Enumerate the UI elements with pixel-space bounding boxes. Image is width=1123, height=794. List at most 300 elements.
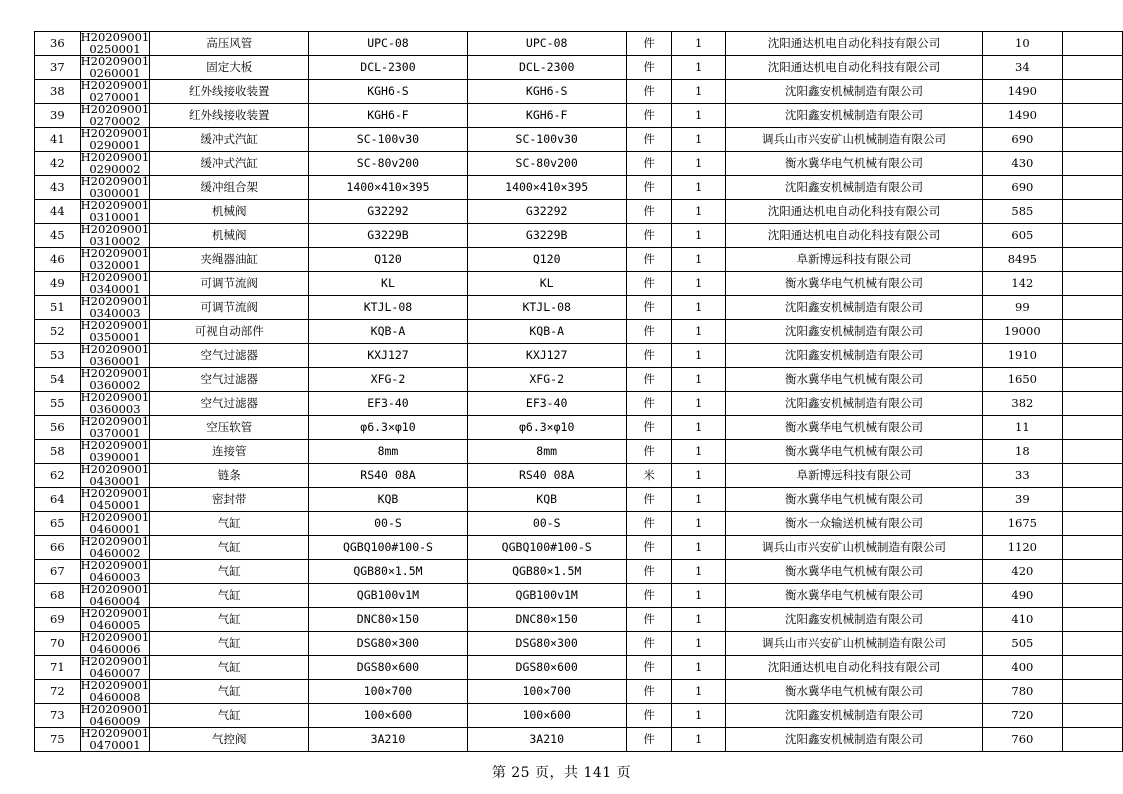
supplier-name: 调兵山市兴安矿山机械制造有限公司 [725, 128, 982, 152]
table-row [35, 728, 1123, 752]
material-code-part1: H20209001 [80, 415, 150, 428]
row-number: 39 [35, 104, 81, 128]
material-code-part1: H20209001 [80, 223, 150, 236]
material-code-part1: H20209001 [80, 703, 150, 716]
unit-price: 382 [983, 392, 1063, 416]
item-quantity: 1 [672, 680, 725, 704]
item-spec: QGBQ100#100-S [467, 536, 626, 560]
material-code-part2: 0270002 [89, 113, 141, 128]
material-code [80, 80, 150, 104]
item-model: DGS80×600 [309, 656, 467, 680]
supplier-name: 衡水冀华电气机械有限公司 [725, 680, 982, 704]
row-number: 55 [35, 392, 81, 416]
material-code-part1: H20209001 [80, 175, 150, 188]
item-model: KGH6-S [309, 80, 467, 104]
row-number: 36 [35, 32, 81, 56]
item-quantity: 1 [672, 392, 725, 416]
item-spec: SC-80v200 [467, 152, 626, 176]
item-unit: 件 [626, 440, 672, 464]
item-model: G32292 [309, 200, 467, 224]
material-code-part1: H20209001 [80, 391, 150, 404]
remark-cell [1062, 584, 1122, 608]
supplier-name: 衡水冀华电气机械有限公司 [725, 560, 982, 584]
row-number: 42 [35, 152, 81, 176]
table-row [35, 32, 1123, 56]
item-spec: QGB100v1M [467, 584, 626, 608]
item-spec: QGB80×1.5M [467, 560, 626, 584]
remark-cell [1062, 32, 1122, 56]
material-code [80, 584, 150, 608]
item-model: XFG-2 [309, 368, 467, 392]
item-unit: 件 [626, 368, 672, 392]
unit-price: 10 [983, 32, 1063, 56]
item-name: 缓冲组合架 [150, 176, 309, 200]
row-number: 45 [35, 224, 81, 248]
supplier-name: 调兵山市兴安矿山机械制造有限公司 [725, 536, 982, 560]
page-footer: 第 25 页，共 141 页 [491, 765, 632, 781]
material-code [80, 440, 150, 464]
item-unit: 件 [626, 632, 672, 656]
item-name: 密封带 [150, 488, 309, 512]
row-number: 70 [35, 632, 81, 656]
row-number: 64 [35, 488, 81, 512]
item-spec: 3A210 [467, 728, 626, 752]
supplier-name: 衡水冀华电气机械有限公司 [725, 488, 982, 512]
row-number: 69 [35, 608, 81, 632]
item-spec: KTJL-08 [467, 296, 626, 320]
material-code-part1: H20209001 [80, 679, 150, 692]
unit-price: 720 [983, 704, 1063, 728]
item-quantity: 1 [672, 632, 725, 656]
table-row [35, 608, 1123, 632]
remark-cell [1062, 176, 1122, 200]
material-code-part2: 0290001 [89, 137, 141, 152]
item-unit: 件 [626, 392, 672, 416]
unit-price: 99 [983, 296, 1063, 320]
item-unit: 件 [626, 512, 672, 536]
material-code [80, 32, 150, 56]
remark-cell [1062, 272, 1122, 296]
item-name: 空气过滤器 [150, 368, 309, 392]
row-number: 41 [35, 128, 81, 152]
item-name: 气缸 [150, 656, 309, 680]
item-name: 固定大板 [150, 56, 309, 80]
unit-price: 8495 [983, 248, 1063, 272]
item-spec: SC-100v30 [467, 128, 626, 152]
item-model: KL [309, 272, 467, 296]
material-code-part1: H20209001 [80, 343, 150, 356]
row-number: 44 [35, 200, 81, 224]
material-code-part2: 0360002 [89, 377, 141, 392]
remark-cell [1062, 200, 1122, 224]
item-model: KGH6-F [309, 104, 467, 128]
remark-cell [1062, 248, 1122, 272]
remark-cell [1062, 368, 1122, 392]
material-code [80, 224, 150, 248]
table-row [35, 344, 1123, 368]
item-spec: DCL-2300 [467, 56, 626, 80]
remark-cell [1062, 392, 1122, 416]
item-name: 红外线接收装置 [150, 104, 309, 128]
supplier-name: 衡水冀华电气机械有限公司 [725, 152, 982, 176]
unit-price: 19000 [983, 320, 1063, 344]
material-code-part1: H20209001 [80, 319, 150, 332]
unit-price: 39 [983, 488, 1063, 512]
material-code [80, 296, 150, 320]
material-code [80, 200, 150, 224]
material-code-part1: H20209001 [80, 295, 150, 308]
unit-price: 1910 [983, 344, 1063, 368]
row-number: 53 [35, 344, 81, 368]
item-unit: 件 [626, 128, 672, 152]
item-name: 空气过滤器 [150, 392, 309, 416]
table-row [35, 464, 1123, 488]
item-name: 可调节流阀 [150, 272, 309, 296]
item-spec: KQB [467, 488, 626, 512]
remark-cell [1062, 704, 1122, 728]
supplier-name: 沈阳通达机电自动化科技有限公司 [725, 224, 982, 248]
row-number: 46 [35, 248, 81, 272]
item-model: φ6.3×φ10 [309, 416, 467, 440]
item-unit: 件 [626, 704, 672, 728]
material-code [80, 416, 150, 440]
material-code-part2: 0460009 [89, 713, 141, 728]
material-code-part1: H20209001 [80, 727, 150, 740]
item-name: 高压风管 [150, 32, 309, 56]
table-row [35, 320, 1123, 344]
remark-cell [1062, 632, 1122, 656]
item-model: DNC80×150 [309, 608, 467, 632]
row-number: 43 [35, 176, 81, 200]
item-unit: 件 [626, 248, 672, 272]
item-name: 空气过滤器 [150, 344, 309, 368]
supplier-name: 调兵山市兴安矿山机械制造有限公司 [725, 632, 982, 656]
item-name: 气缸 [150, 704, 309, 728]
material-code-part1: H20209001 [80, 631, 150, 644]
row-number: 54 [35, 368, 81, 392]
unit-price: 400 [983, 656, 1063, 680]
item-unit: 件 [626, 200, 672, 224]
item-quantity: 1 [672, 152, 725, 176]
row-number: 68 [35, 584, 81, 608]
item-model: 1400×410×395 [309, 176, 467, 200]
material-code-part1: H20209001 [80, 79, 150, 92]
material-code-part1: H20209001 [80, 439, 150, 452]
item-quantity: 1 [672, 128, 725, 152]
item-model: 3A210 [309, 728, 467, 752]
item-spec: KGH6-S [467, 80, 626, 104]
supplier-name: 衡水冀华电气机械有限公司 [725, 440, 982, 464]
item-name: 气缸 [150, 536, 309, 560]
item-name: 气缸 [150, 680, 309, 704]
material-code-part1: H20209001 [80, 199, 150, 212]
material-code [80, 728, 150, 752]
item-name: 缓冲式汽缸 [150, 128, 309, 152]
row-number: 56 [35, 416, 81, 440]
remark-cell [1062, 536, 1122, 560]
item-name: 链条 [150, 464, 309, 488]
row-number: 67 [35, 560, 81, 584]
material-code-part2: 0260001 [89, 65, 141, 80]
item-name: 可视自动部件 [150, 320, 309, 344]
table-row [35, 368, 1123, 392]
item-unit: 件 [626, 32, 672, 56]
material-code [80, 248, 150, 272]
item-quantity: 1 [672, 32, 725, 56]
remark-cell [1062, 320, 1122, 344]
item-unit: 米 [626, 464, 672, 488]
supplier-name: 衡水冀华电气机械有限公司 [725, 272, 982, 296]
item-model: 8mm [309, 440, 467, 464]
item-unit: 件 [626, 416, 672, 440]
remark-cell [1062, 656, 1122, 680]
supplier-name: 沈阳鑫安机械制造有限公司 [725, 320, 982, 344]
item-name: 夹绳器油缸 [150, 248, 309, 272]
item-unit: 件 [626, 488, 672, 512]
material-code-part1: H20209001 [80, 487, 150, 500]
item-quantity: 1 [672, 296, 725, 320]
supplier-name: 沈阳鑫安机械制造有限公司 [725, 608, 982, 632]
material-code-part2: 0340003 [89, 305, 141, 320]
material-code-part2: 0300001 [89, 185, 141, 200]
item-spec: KXJ127 [467, 344, 626, 368]
material-code-part2: 0360001 [89, 353, 141, 368]
unit-price: 490 [983, 584, 1063, 608]
material-code [80, 272, 150, 296]
unit-price: 505 [983, 632, 1063, 656]
table-row [35, 392, 1123, 416]
supplier-name: 沈阳通达机电自动化科技有限公司 [725, 200, 982, 224]
table-row [35, 224, 1123, 248]
material-code [80, 368, 150, 392]
remark-cell [1062, 80, 1122, 104]
row-number: 38 [35, 80, 81, 104]
unit-price: 585 [983, 200, 1063, 224]
item-unit: 件 [626, 320, 672, 344]
material-code [80, 128, 150, 152]
remark-cell [1062, 224, 1122, 248]
item-unit: 件 [626, 224, 672, 248]
supplier-name: 沈阳鑫安机械制造有限公司 [725, 80, 982, 104]
table-row [35, 56, 1123, 80]
material-code [80, 344, 150, 368]
item-unit: 件 [626, 56, 672, 80]
table-row [35, 80, 1123, 104]
item-name: 气缸 [150, 608, 309, 632]
remark-cell [1062, 488, 1122, 512]
item-model: 100×600 [309, 704, 467, 728]
item-spec: G32292 [467, 200, 626, 224]
supplier-name: 沈阳鑫安机械制造有限公司 [725, 296, 982, 320]
unit-price: 605 [983, 224, 1063, 248]
supplier-name: 阜新博远科技有限公司 [725, 248, 982, 272]
table-row [35, 440, 1123, 464]
material-code-part2: 0270001 [89, 89, 141, 104]
material-code [80, 536, 150, 560]
item-model: QGB80×1.5M [309, 560, 467, 584]
item-spec: 1400×410×395 [467, 176, 626, 200]
item-name: 气缸 [150, 512, 309, 536]
supplier-name: 衡水冀华电气机械有限公司 [725, 416, 982, 440]
material-code [80, 656, 150, 680]
item-spec: UPC-08 [467, 32, 626, 56]
item-name: 气缸 [150, 584, 309, 608]
item-quantity: 1 [672, 176, 725, 200]
item-model: Q120 [309, 248, 467, 272]
remark-cell [1062, 56, 1122, 80]
table-row [35, 176, 1123, 200]
unit-price: 430 [983, 152, 1063, 176]
item-spec: DNC80×150 [467, 608, 626, 632]
item-quantity: 1 [672, 200, 725, 224]
item-quantity: 1 [672, 80, 725, 104]
item-name: 可调节流阀 [150, 296, 309, 320]
material-code-part1: H20209001 [80, 103, 150, 116]
material-code-part2: 0460002 [89, 545, 141, 560]
item-model: QGBQ100#100-S [309, 536, 467, 560]
item-name: 缓冲式汽缸 [150, 152, 309, 176]
item-unit: 件 [626, 104, 672, 128]
material-code [80, 608, 150, 632]
material-code [80, 152, 150, 176]
item-name: 气缸 [150, 632, 309, 656]
material-code-part2: 0320001 [89, 257, 141, 272]
unit-price: 1675 [983, 512, 1063, 536]
remark-cell [1062, 296, 1122, 320]
material-code-part2: 0310001 [89, 209, 141, 224]
item-spec: 8mm [467, 440, 626, 464]
material-code-part2: 0460004 [89, 593, 141, 608]
item-model: UPC-08 [309, 32, 467, 56]
item-model: DCL-2300 [309, 56, 467, 80]
item-spec: DGS80×600 [467, 656, 626, 680]
material-code-part2: 0460003 [89, 569, 141, 584]
item-quantity: 1 [672, 248, 725, 272]
material-code [80, 704, 150, 728]
item-unit: 件 [626, 80, 672, 104]
item-unit: 件 [626, 560, 672, 584]
table-row [35, 416, 1123, 440]
material-code [80, 464, 150, 488]
unit-price: 420 [983, 560, 1063, 584]
unit-price: 11 [983, 416, 1063, 440]
row-number: 66 [35, 536, 81, 560]
remark-cell [1062, 560, 1122, 584]
material-code [80, 56, 150, 80]
table-row [35, 152, 1123, 176]
item-name: 机械阀 [150, 224, 309, 248]
material-code-part1: H20209001 [80, 655, 150, 668]
item-spec: KQB-A [467, 320, 626, 344]
item-model: G3229B [309, 224, 467, 248]
item-unit: 件 [626, 656, 672, 680]
unit-price: 690 [983, 176, 1063, 200]
item-name: 空压软管 [150, 416, 309, 440]
item-unit: 件 [626, 296, 672, 320]
item-spec: KL [467, 272, 626, 296]
item-spec: 100×600 [467, 704, 626, 728]
item-model: SC-80v200 [309, 152, 467, 176]
item-quantity: 1 [672, 416, 725, 440]
row-number: 71 [35, 656, 81, 680]
supplier-name: 沈阳通达机电自动化科技有限公司 [725, 56, 982, 80]
item-quantity: 1 [672, 320, 725, 344]
material-code-part2: 0370001 [89, 425, 141, 440]
item-unit: 件 [626, 344, 672, 368]
supplier-name: 沈阳通达机电自动化科技有限公司 [725, 656, 982, 680]
item-quantity: 1 [672, 536, 725, 560]
item-spec: EF3-40 [467, 392, 626, 416]
item-quantity: 1 [672, 704, 725, 728]
supplier-name: 沈阳鑫安机械制造有限公司 [725, 728, 982, 752]
table-row [35, 488, 1123, 512]
item-spec: XFG-2 [467, 368, 626, 392]
material-code [80, 512, 150, 536]
item-model: EF3-40 [309, 392, 467, 416]
material-code-part2: 0450001 [89, 497, 141, 512]
supplier-name: 衡水冀华电气机械有限公司 [725, 584, 982, 608]
remark-cell [1062, 440, 1122, 464]
material-code-part1: H20209001 [80, 367, 150, 380]
row-number: 37 [35, 56, 81, 80]
item-quantity: 1 [672, 656, 725, 680]
item-unit: 件 [626, 176, 672, 200]
item-model: 00-S [309, 512, 467, 536]
item-quantity: 1 [672, 512, 725, 536]
material-code-part1: H20209001 [80, 271, 150, 284]
remark-cell [1062, 416, 1122, 440]
supplier-name: 衡水一众输送机械有限公司 [725, 512, 982, 536]
material-code-part1: H20209001 [80, 31, 150, 44]
material-code-part2: 0350001 [89, 329, 141, 344]
table-row [35, 656, 1123, 680]
item-model: KTJL-08 [309, 296, 467, 320]
remark-cell [1062, 728, 1122, 752]
unit-price: 690 [983, 128, 1063, 152]
item-model: DSG80×300 [309, 632, 467, 656]
item-spec: Q120 [467, 248, 626, 272]
material-code-part1: H20209001 [80, 511, 150, 524]
row-number: 62 [35, 464, 81, 488]
item-quantity: 1 [672, 728, 725, 752]
remark-cell [1062, 104, 1122, 128]
item-unit: 件 [626, 728, 672, 752]
remark-cell [1062, 152, 1122, 176]
item-unit: 件 [626, 536, 672, 560]
item-spec: KGH6-F [467, 104, 626, 128]
item-model: SC-100v30 [309, 128, 467, 152]
material-code-part1: H20209001 [80, 247, 150, 260]
material-code [80, 680, 150, 704]
item-unit: 件 [626, 272, 672, 296]
item-quantity: 1 [672, 224, 725, 248]
material-code-part1: H20209001 [80, 127, 150, 140]
table-row [35, 200, 1123, 224]
supplier-name: 沈阳鑫安机械制造有限公司 [725, 392, 982, 416]
material-code-part2: 0460001 [89, 521, 141, 536]
remark-cell [1062, 512, 1122, 536]
material-code-part2: 0460005 [89, 617, 141, 632]
material-code [80, 176, 150, 200]
item-name: 气控阀 [150, 728, 309, 752]
remark-cell [1062, 344, 1122, 368]
table-row [35, 248, 1123, 272]
row-number: 73 [35, 704, 81, 728]
table-row [35, 296, 1123, 320]
material-code [80, 104, 150, 128]
unit-price: 780 [983, 680, 1063, 704]
supplier-name: 沈阳鑫安机械制造有限公司 [725, 104, 982, 128]
